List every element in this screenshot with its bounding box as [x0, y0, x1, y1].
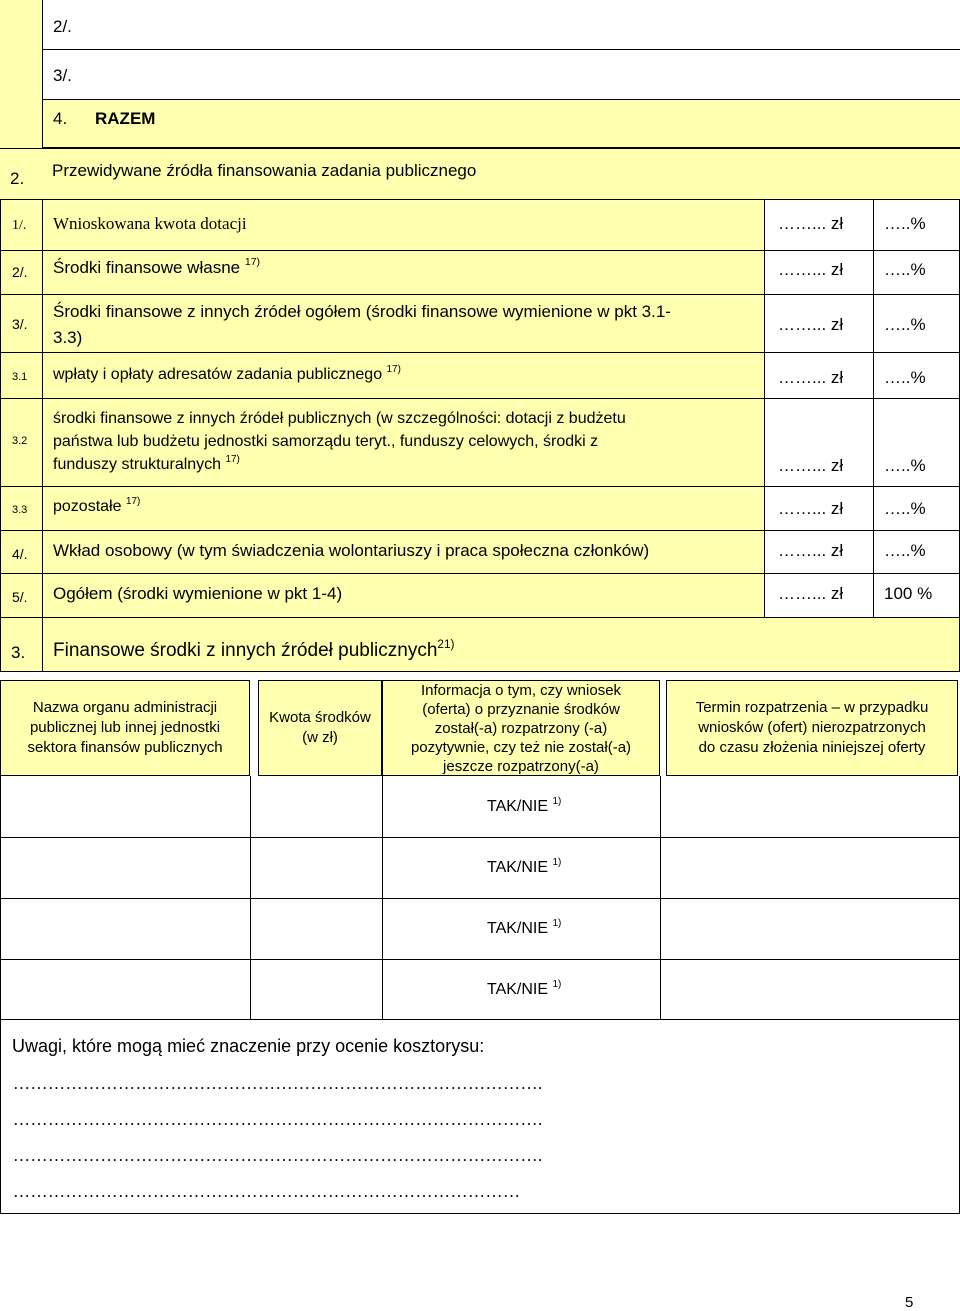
percent-field[interactable]: …..% — [884, 315, 926, 334]
top-row-total — [42, 100, 960, 148]
top-row-3 — [42, 50, 960, 100]
row-number: 3.3 — [12, 504, 28, 516]
row-divider — [1, 294, 960, 295]
percent-field[interactable]: …..% — [884, 214, 926, 233]
section3-number: 3. — [11, 643, 26, 662]
header-line: Termin rozpatrzenia – w przypadku — [695, 699, 929, 716]
row-label: Ogółem (środki wymienione w pkt 1-4) — [53, 584, 343, 603]
percent-field[interactable]: …..% — [884, 456, 926, 475]
remarks-line[interactable]: ………………………………………………………………………………. — [13, 1146, 543, 1165]
row-label: środki finansowe z innych źródeł publicznych (w szczególności: dotacji z budżetu — [53, 410, 626, 427]
amount-field[interactable]: ……... zł — [778, 541, 844, 560]
percent-field[interactable]: …..% — [884, 499, 926, 518]
row-number: 2/. — [12, 264, 28, 280]
top-row-num: 3/. — [53, 66, 72, 85]
percent-field[interactable]: …..% — [884, 260, 926, 279]
top-left-yellow-column — [0, 0, 42, 148]
row-number: 4/. — [12, 546, 28, 562]
header-line: pozytywnie, czy też nie został(-a) — [410, 739, 632, 756]
section3-title: Finansowe środki z innych źródeł publicznych$^{21)}$ — [53, 638, 455, 661]
header-line: Informacja o tym, czy wniosek — [420, 682, 622, 699]
section2-title: Przewidywane źródła finansowania zadania publicznego — [52, 161, 477, 180]
row-label: Środki finansowe własne $^{17)}$ — [53, 256, 261, 277]
top-row-num: 2/. — [53, 17, 72, 36]
section3-header — [0, 618, 960, 672]
row-label: Wnioskowana kwota dotacji — [53, 214, 247, 233]
row-divider — [1, 398, 960, 399]
header-line: Nazwa organu administracji — [32, 699, 218, 716]
amount-field[interactable]: ……... zł — [778, 368, 844, 387]
amount-field[interactable]: ……... zł — [778, 499, 844, 518]
remarks-line[interactable]: ………………………………………………………………………………. — [13, 1074, 543, 1093]
header-cell-organ — [0, 680, 250, 776]
row-label: Środki finansowe z innych źródeł ogółem (środki finansowe wymienione w pkt 3.1- — [53, 302, 671, 321]
column-divider — [42, 618, 43, 672]
header-line: został(-a) rozpatrzony (-a) — [434, 720, 608, 737]
row-divider — [1, 486, 960, 487]
amount-field[interactable]: ……... zł — [778, 315, 844, 334]
remarks-line[interactable]: ………………………………………………………………………………. — [13, 1110, 543, 1129]
amount-field[interactable]: ……... zł — [778, 214, 844, 233]
row-number: 3.2 — [12, 435, 28, 447]
remarks-box — [0, 1020, 960, 1214]
row-label: wpłaty i opłaty adresatów zadania publicznego $^{17)}$ — [53, 364, 401, 383]
page-number: 5 — [905, 1294, 914, 1311]
row-divider — [1, 352, 960, 353]
row-divider — [1, 837, 960, 838]
remarks-line[interactable]: …………………………………………………………………………… — [13, 1182, 521, 1201]
header-line: wniosków (ofert) nierozpatrzonych — [698, 719, 926, 736]
amount-field[interactable]: ……... zł — [778, 456, 844, 475]
row-number: 3.1 — [12, 371, 28, 383]
remarks-title: Uwagi, które mogą mieć znaczenie przy ocenie kosztorysu: — [12, 1036, 485, 1056]
row-label-continued: funduszy strukturalnych $^{17)}$ — [53, 454, 240, 473]
header-line: sektora finansów publicznych — [27, 739, 223, 756]
percent-field[interactable]: …..% — [884, 541, 926, 560]
header-cell-amount — [258, 680, 382, 776]
section2-header — [0, 148, 960, 200]
row-number: 3/. — [12, 316, 28, 332]
row-divider — [1, 530, 960, 531]
row-number: 1/. — [12, 218, 27, 233]
amount-field[interactable]: ……... zł — [778, 260, 844, 279]
row-label: pozostałe $^{17)}$ — [53, 496, 141, 515]
header-cell-decision — [382, 680, 660, 776]
row-label-continued: 3.3) — [53, 328, 83, 347]
header-line: Kwota środków — [269, 709, 371, 726]
decision-status[interactable]: TAK/NIE $^{1)}$ — [487, 857, 562, 876]
header-line: publicznej lub innej jednostki — [29, 719, 221, 736]
decision-status[interactable]: TAK/NIE $^{1)}$ — [487, 796, 562, 815]
percent-field[interactable]: 100 % — [884, 584, 933, 603]
row-divider — [1, 898, 960, 899]
row-number: 5/. — [12, 589, 28, 605]
section2-number: 2. — [10, 169, 25, 188]
header-line: jeszcze rozpatrzony(-a) — [443, 758, 599, 775]
header-cell-deadline — [666, 680, 958, 776]
top-row-num: 4. — [53, 109, 68, 128]
row-label-continued: państwa lub budżetu jednostki samorządu teryt., funduszy celowych, środki z — [53, 433, 599, 450]
header-line: (w zł) — [302, 729, 338, 746]
total-label: RAZEM — [95, 109, 156, 128]
row-divider — [1, 250, 960, 251]
row-divider — [1, 573, 960, 574]
section3-table-body — [0, 776, 960, 1020]
decision-status[interactable]: TAK/NIE $^{1)}$ — [487, 979, 562, 998]
header-line: do czasu złożenia niniejszej oferty — [698, 739, 926, 756]
row-divider — [1, 959, 960, 960]
amount-field[interactable]: ……... zł — [778, 584, 844, 603]
decision-status[interactable]: TAK/NIE $^{1)}$ — [487, 918, 562, 937]
row-label: Wkład osobowy (w tym świadczenia wolontariuszy i praca społeczna członków) — [53, 541, 650, 560]
column-divider — [873, 200, 874, 618]
top-row-2 — [42, 0, 960, 50]
section2-table — [0, 200, 960, 618]
percent-field[interactable]: …..% — [884, 368, 926, 387]
header-line: (oferta) o przyznanie środków — [422, 701, 620, 718]
